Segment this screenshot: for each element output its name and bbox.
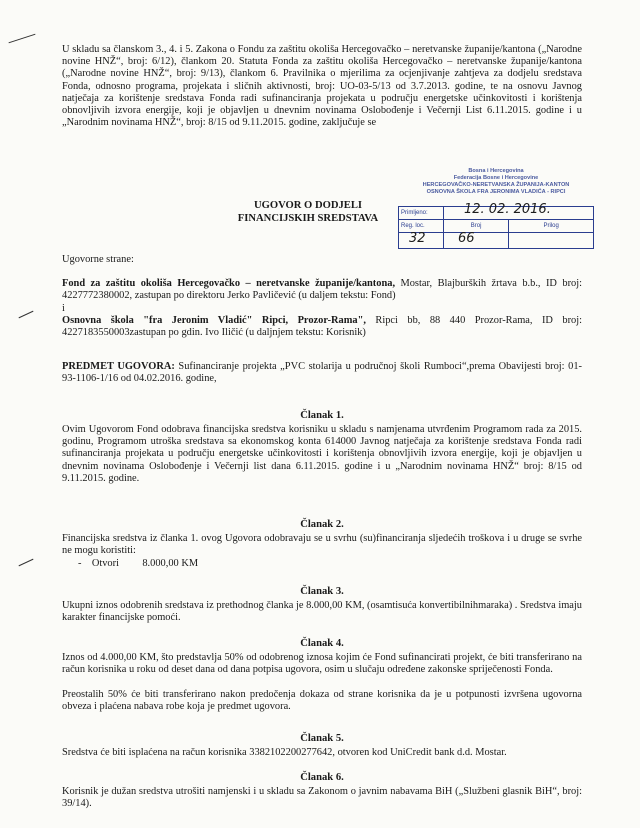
article-1-text: Ovim Ugovorom Fond odobrava financijska sredstva korisniku u skladu s namjenama utvrđenim Programom rada za 2015. godinu, Programom utroška sredstava sa ekonomskog konta 614000 Javnog natječaja za korištenje sredstava Fonda radi sufinanciranja projekata u području energetske učinkovitosti i korištenja obnovljivih izvora energije, koji je objavljen u dnevnim novinama Oslobođenje i Večernji list dana 6.11.2015. godine i u „Narodnim novinama HNŽ“ broj: 8/15 od 9.11.2015. godine. bbox=[62, 424, 582, 484]
reg-number: 32 bbox=[409, 231, 426, 246]
article-5-title: Članak 5. bbox=[300, 733, 344, 744]
article-2-text: Financijska sredstva iz članka 1. ovog Ugovora odobravaju se u svrhu (su)financiranja sljedećih troškova i u druge se svrhe ne mogu koristiti: bbox=[62, 533, 582, 557]
article-5-text: Sredstva će biti isplaćena na račun korisnika 3382102200277642, otvoren kod UniCredit bank d.d. Mostar. bbox=[62, 747, 507, 758]
article-6-text: Korisnik je dužan sredstva utrošiti namjenski i u skladu sa Zakonom o javnim nabavama BiH („Službeni glasnik BiH“, broj: 39/14). bbox=[62, 786, 582, 810]
received-date: 12. 02. 2016. bbox=[464, 202, 551, 217]
margin-mark bbox=[19, 311, 34, 319]
article-2-title: Članak 2. bbox=[300, 519, 344, 530]
margin-mark bbox=[9, 34, 36, 44]
article-4-text-2: Preostalih 50% će biti transferirano nakon predočenja dokaza od strane korisnika da je u potpunosti izvršena ugovorna obveza i plaćena nabava robe koja je predmet ugovora. bbox=[62, 689, 582, 713]
article-6-title: Članak 6. bbox=[300, 772, 344, 783]
article-2-item: - Otvori 8.000,00 KM bbox=[78, 558, 199, 569]
article-4-text-1: Iznos od 4.000,00 KM, što predstavlja 50% od odobrenog iznosa kojim će Fond sufinancirati projekt, će biti transferirano na račun korisnika u roku od deset dana od dana potpisa ugovora, osim u slučaju određene zakonske spriječenosti Fonda. bbox=[62, 652, 582, 676]
and-text: i bbox=[62, 303, 65, 314]
article-3-title: Članak 3. bbox=[300, 586, 344, 597]
subject: PREDMET UGOVORA: Sufinanciranje projekta „PVC stolarija u područnoj školi Rumboci“,prema Obavijesti broj: 01-93-1106-1/16 od 04.02.2016. godine, bbox=[62, 361, 582, 385]
stamp-table: Primljeno: 12. 02. 2016. Reg. loc. Broj Prilog 32 66 bbox=[398, 206, 594, 249]
margin-mark bbox=[19, 559, 34, 567]
article-1-title: Članak 1. bbox=[300, 410, 344, 421]
intro-paragraph: U skladu sa članskom 3., 4. i 5. Zakona o Fondu za zaštitu okoliša Hercegovačko – neretvanske županije/kantona („Narodne novine HNŽ“, broj: 6/12), člankom 20. Statuta Fonda za zaštitu okoliša Hercegovačko – neretvanske županije/kantona („Narodne novine HNŽ“, broj: 9/13), člankom 6. Pravilnika o mjerilima za ocjenjivanje zahtjeva za dodjelu sredstava Fonda, odnosno programa, projekata i sličnih aktivnosti, broj: UO-03-5/13 od 3.7.2013. godine, te na osnovu Javnog natječaja za korištenje sredstava Fonda radi sufinanciranja projekata u području energetske učinkovitosti i korištenja obnovljivih izvora energije, koji je objavljen u dnevnim novinama Oslobođenje i Večernji List 6.11.2015. godine i u „Narodnim novinama HNŽ“, broj: 8/15 od 9.11.2015. godine, zaključuje se bbox=[62, 44, 582, 129]
parties-label: Ugovorne strane: bbox=[62, 254, 134, 265]
party-school: Osnovna škola "fra Jeronim Vladić" Ripci, Prozor-Rama", Ripci bb, 88 440 Prozor-Rama, ID broj: 4227183550003zastupan po gdin. Ivo Iličić (u daljnjem tekstu: Korisnik) bbox=[62, 315, 582, 339]
title-line-1: UGOVOR O DODJELI bbox=[253, 200, 363, 211]
article-3-text: Ukupni iznos odobrenih sredstava iz prethodnog članka je 8.000,00 KM, (osamtisuća konvertibilnihmaraka) . Sredstva imaju karakter financijske pomoći. bbox=[62, 600, 582, 624]
article-4-title: Članak 4. bbox=[300, 638, 344, 649]
title-line-2: FINANCIJSKIH SREDSTAVA bbox=[237, 213, 379, 224]
party-fund: Fond za zaštitu okoliša Hercegovačko – neretvanske županije/kantona, Mostar, Blajburških žrtava b.b., ID broj: 4227772380002, zastupan po direktoru Jerko Pavličević (u daljem tekstu: Fond) bbox=[62, 278, 583, 302]
doc-number: 66 bbox=[458, 231, 475, 246]
registry-stamp: Bosna i Hercegovina Federacija Bosne i Hercegovine HERCEGOVAČKO-NERETVANSKA ŽUPANIJA-KANTON OSNOVNA ŠKOLA FRA JERONIMA VLADIĆA - RIPCI Primljeno: 12. 02. 2016. Reg. loc. Broj Prilog 32 66 bbox=[398, 168, 594, 258]
